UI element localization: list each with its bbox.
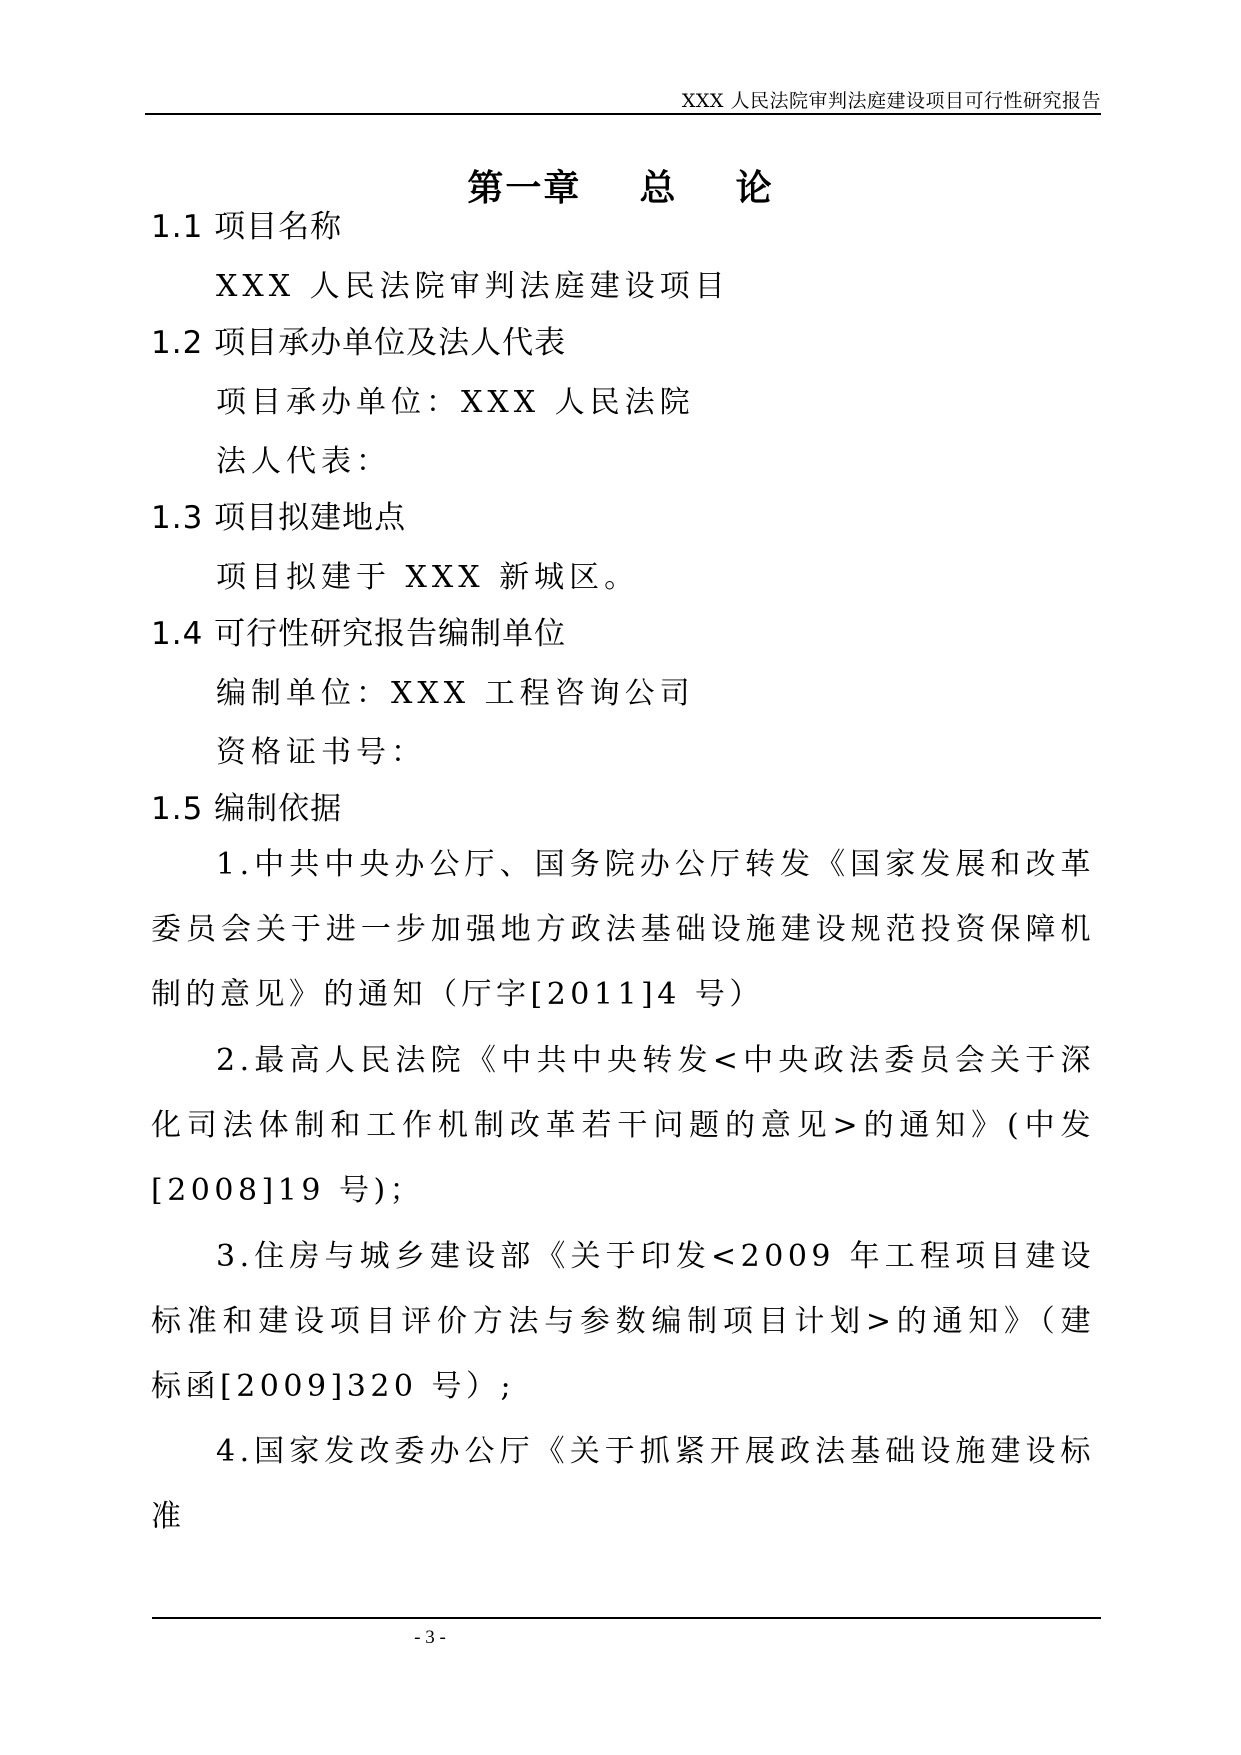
basis-item-1: 1.中共中央办公厅、国务院办公厅转发《国家发展和改革委员会关于进一步加强地方政法基础设施建设规范投资保障机制的意见》的通知（厅字[2011]4 号） <box>151 847 1095 1012</box>
basis-item-2: 2.最高人民法院《中共中央转发<中央政法委员会关于深化司法体制和工作机制改革若干问题的意见>的通知》(中发[2008]19 号)； <box>151 1043 1095 1208</box>
compiling-unit: 编制单位：XXX 工程咨询公司 <box>216 676 695 711</box>
chapter-title: 第一章 总 论 <box>467 168 774 209</box>
footer-divider <box>152 1617 1101 1619</box>
section-heading-1-5: 1.5 编制依据 <box>151 791 343 827</box>
sponsor-unit: 项目承办单位：XXX 人民法院 <box>216 385 695 420</box>
section-heading-1-1: 1.1 项目名称 <box>151 209 343 245</box>
basis-item-4: 4.国家发改委办公厅《关于抓紧开展政法基础设施建设标准 <box>151 1434 1095 1534</box>
section-heading-1-2: 1.2 项目承办单位及法人代表 <box>151 325 567 361</box>
certificate-number: 资格证书号： <box>216 735 426 770</box>
project-name: XXX 人民法院审判法庭建设项目 <box>216 269 730 304</box>
header-title: XXX 人民法院审判法庭建设项目可行性研究报告 <box>681 90 1101 112</box>
legal-representative: 法人代表： <box>216 444 391 479</box>
header-divider <box>145 113 1101 115</box>
project-location: 项目拟建于 XXX 新城区。 <box>216 560 640 595</box>
page-number: - 3 - <box>414 1627 446 1648</box>
basis-item-3: 3.住房与城乡建设部《关于印发<2009 年工程项目建设标准和建设项目评价方法与参数编制项目计划>的通知》（建标函[2009]320 号）; <box>151 1239 1095 1404</box>
section-heading-1-3: 1.3 项目拟建地点 <box>151 500 407 536</box>
section-heading-1-4: 1.4 可行性研究报告编制单位 <box>151 616 567 652</box>
